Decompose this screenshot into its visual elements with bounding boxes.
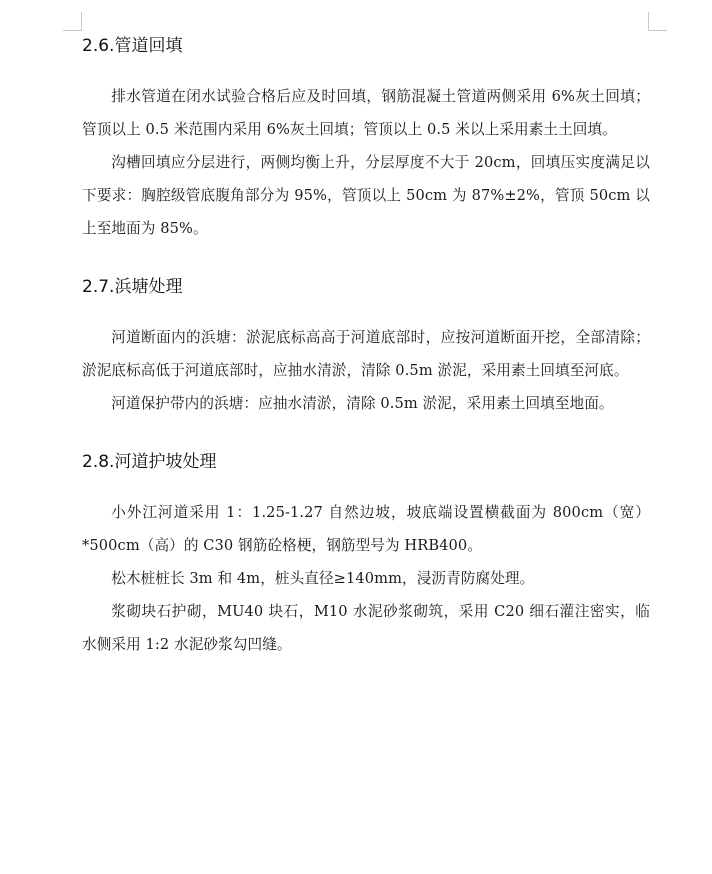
- paragraph-slope-protection-3: 浆砌块石护砌，MU40 块石，M10 水泥砂浆砌筑，采用 C20 细石灌注密实，临水侧采用 1:2 水泥砂浆勾凹缝。: [82, 603, 650, 653]
- paragraph-pipe-backfill-2: 沟槽回填应分层进行，两侧均衡上升，分层厚度不大于 20cm，回填压实度满足以下要求：胸腔级管底腹角部分为 95%，管顶以上 50cm 为 87%±2%，管顶 50cm 以上至地面为 85%。: [82, 154, 650, 237]
- paragraph-slope-protection-1: 小外江河道采用 1：1.25-1.27 自然边坡，坡底端设置横截面为 800cm（宽）*500cm（高）的 C30 钢筋砼格梗，钢筋型号为 HRB400。: [82, 504, 650, 554]
- section-heading-2-7: 2.7.浜塘处理: [82, 277, 183, 297]
- paragraph-pond-treatment-1: 河道断面内的浜塘：淤泥底标高高于河道底部时，应按河道断面开挖，全部清除；淤泥底标高低于河道底部时，应抽水清淤，清除 0.5m 淤泥，采用素土回填至河底。: [82, 329, 650, 379]
- page-margin-mark-top-left: [63, 12, 82, 31]
- document-page: [82, 30, 650, 661]
- paragraph-pond-treatment-2: 河道保护带内的浜塘：应抽水清淤，清除 0.5m 淤泥，采用素土回填至地面。: [111, 395, 614, 412]
- section-heading-2-8: 2.8.河道护坡处理: [82, 452, 217, 472]
- section-heading-2-6: 2.6.管道回填: [82, 36, 183, 56]
- page-margin-mark-top-right: [648, 12, 667, 31]
- paragraph-slope-protection-2: 松木桩桩长 3m 和 4m，桩头直径≥140mm，浸沥青防腐处理。: [111, 570, 535, 587]
- paragraph-pipe-backfill-1: 排水管道在闭水试验合格后应及时回填，钢筋混凝土管道两侧采用 6%灰土回填；管顶以上 0.5 米范围内采用 6%灰土回填；管顶以上 0.5 米以上采用素土土回填。: [82, 88, 650, 138]
